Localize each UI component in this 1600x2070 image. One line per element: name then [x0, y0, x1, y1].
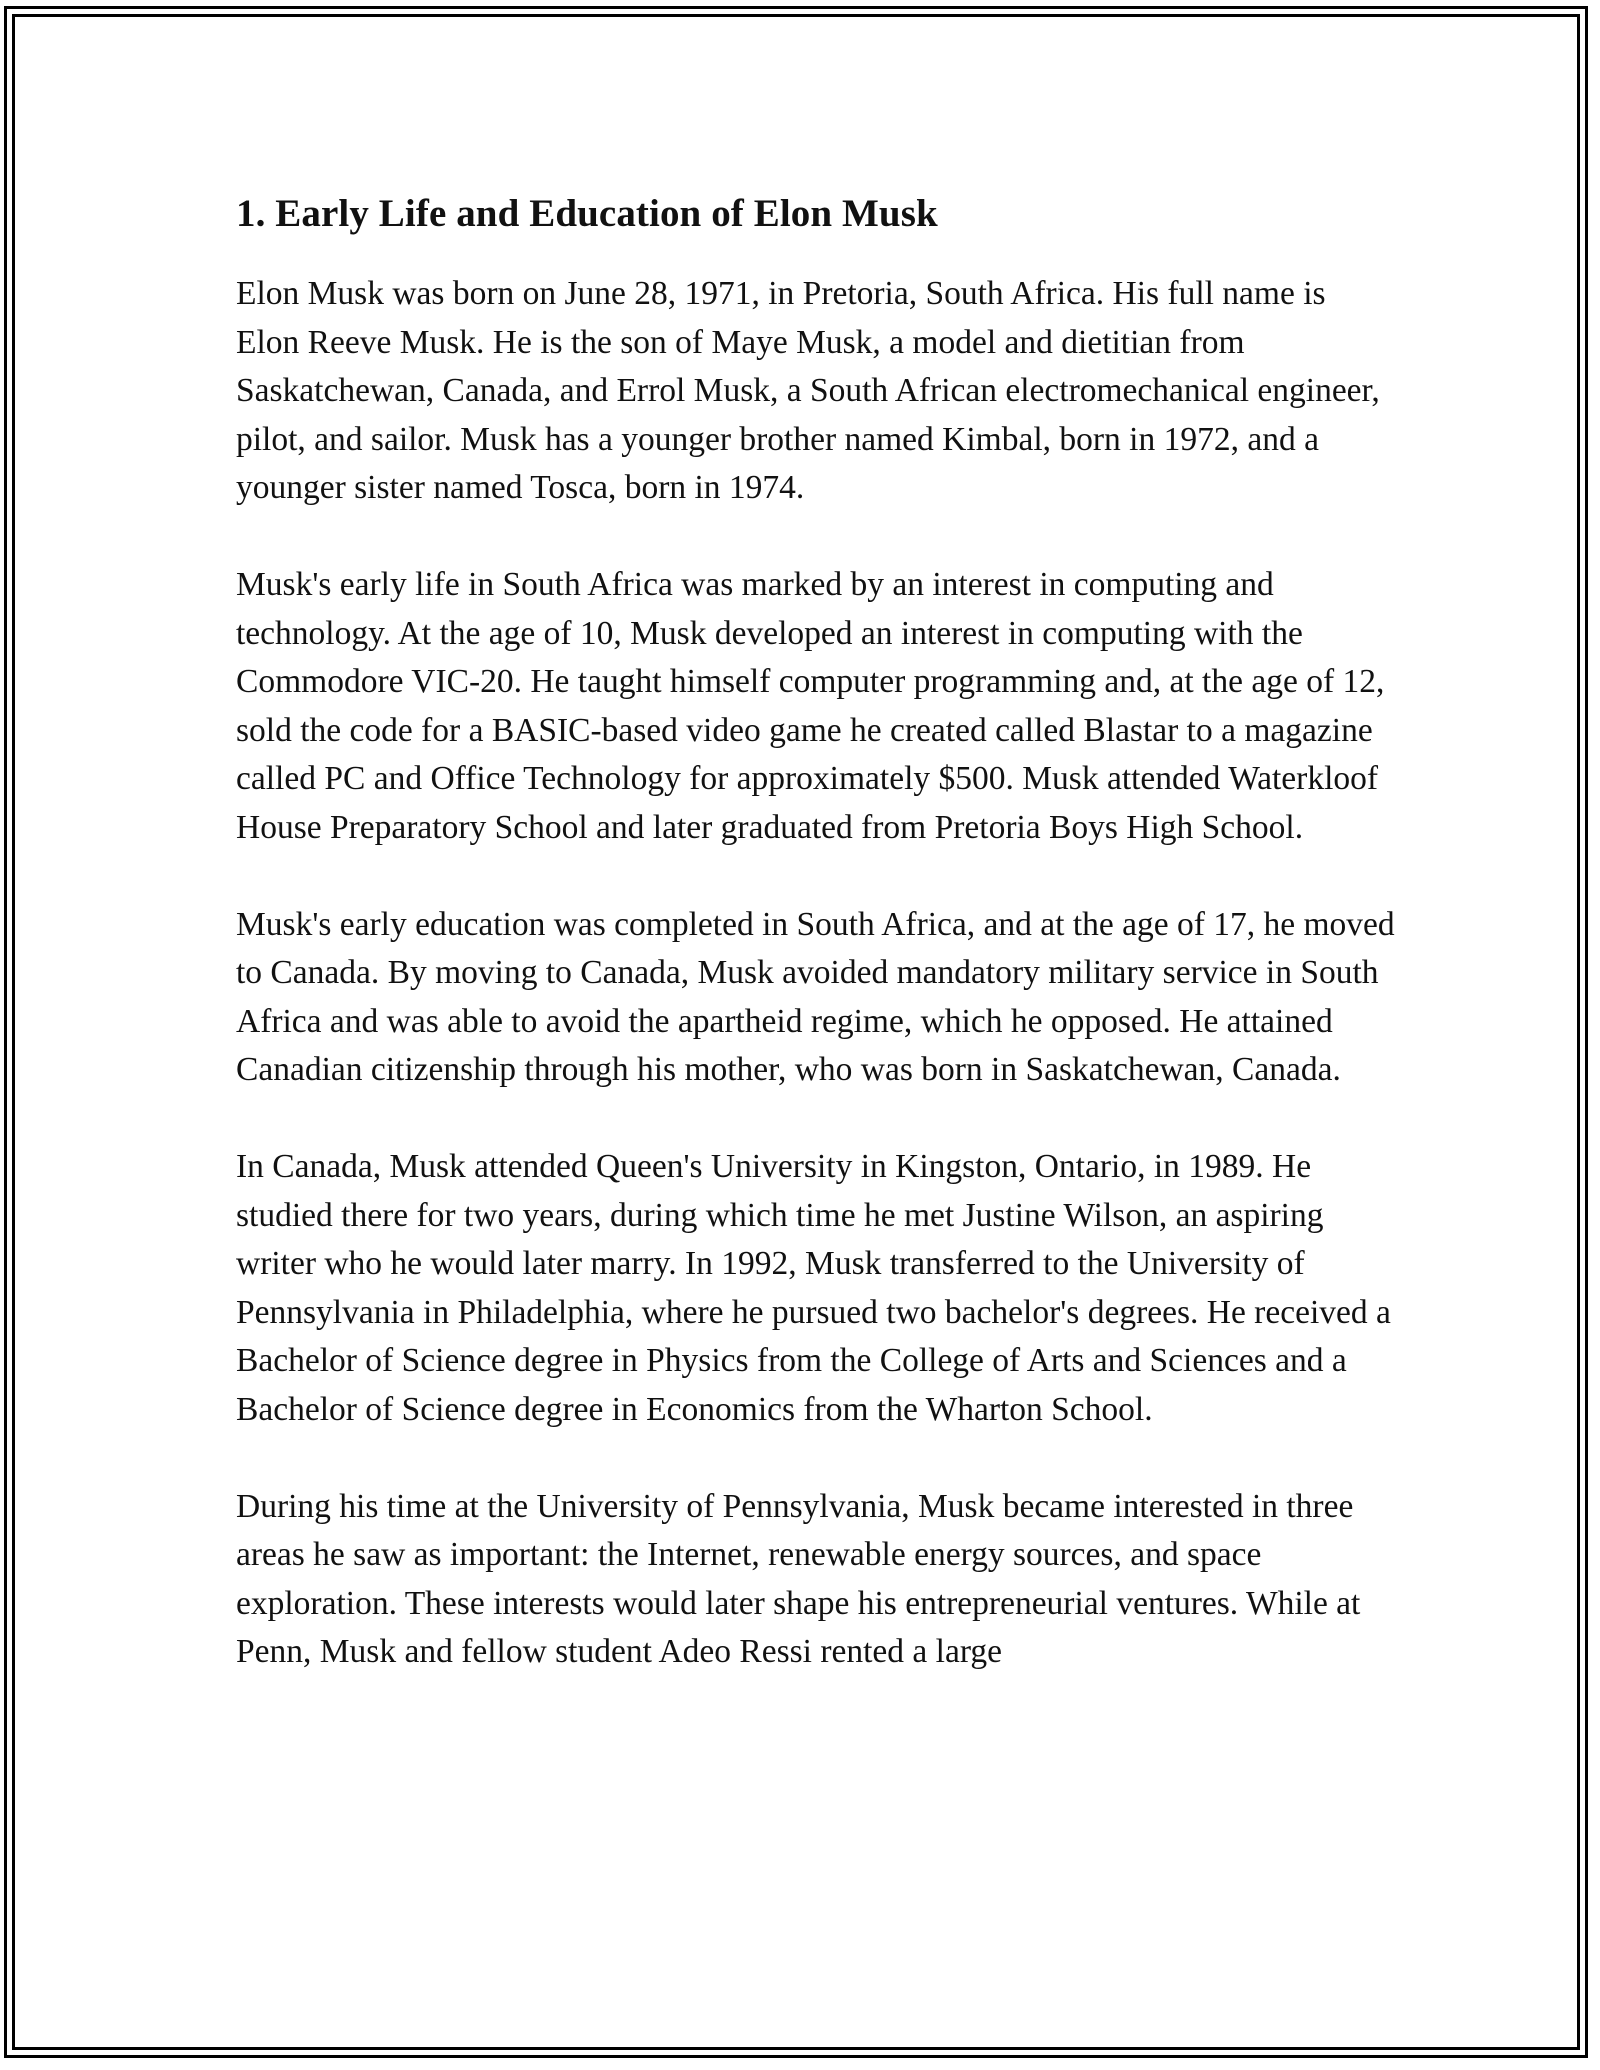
paragraph-birth-family: Elon Musk was born on June 28, 1971, in Pretoria, South Africa. His full name is Elon Reeve Musk. He is the son of Maye Musk, a model and dietitian from Saskatchewan, Canada, and Errol Musk, a South African electromechanical engineer, pilot, and sailor. Musk has a younger brother named Kimbal, born in 1972, and a younger sister named Tosca, born in 1974.: [236, 275, 1380, 506]
section-heading: 1. Early Life and Education of Elon Musk: [236, 192, 938, 235]
paragraph-penn-interests: During his time at the University of Pennsylvania, Musk became interested in three areas he saw as important: the Internet, renewable energy sources, and space exploration. These interests would later shape his entrepreneurial ventures. While at Penn, Musk and fellow student Adeo Ressi rented a large: [236, 1487, 1361, 1670]
document-body: [236, 186, 1396, 1677]
paragraph-university: In Canada, Musk attended Queen's University in Kingston, Ontario, in 1989. He studied there for two years, during which time he met Justine Wilson, an aspiring writer who he would later marry. In 1992, Musk transferred to the University of Pennsylvania in Philadelphia, where he pursued two bachelor's degrees. He received a Bachelor of Science degree in Physics from the College of Arts and Sciences and a Bachelor of Science degree in Economics from the Wharton School.: [236, 1148, 1391, 1428]
paragraph-early-computing: Musk's early life in South Africa was marked by an interest in computing and technology. At the age of 10, Musk developed an interest in computing with the Commodore VIC-20. He taught himself computer programming and, at the age of 12, sold the code for a BASIC-based video game he created called Blastar to a magazine called PC and Office Technology for approximately $500. Musk attended Waterkloof House Preparatory School and later graduated from Pretoria Boys High School.: [236, 566, 1385, 846]
paragraph-move-to-canada: Musk's early education was completed in South Africa, and at the age of 17, he moved to Canada. By moving to Canada, Musk avoided mandatory military service in South Africa and was able to avoid the apartheid regime, which he opposed. He attained Canadian citizenship through his mother, who was born in Saskatchewan, Canada.: [236, 905, 1395, 1088]
